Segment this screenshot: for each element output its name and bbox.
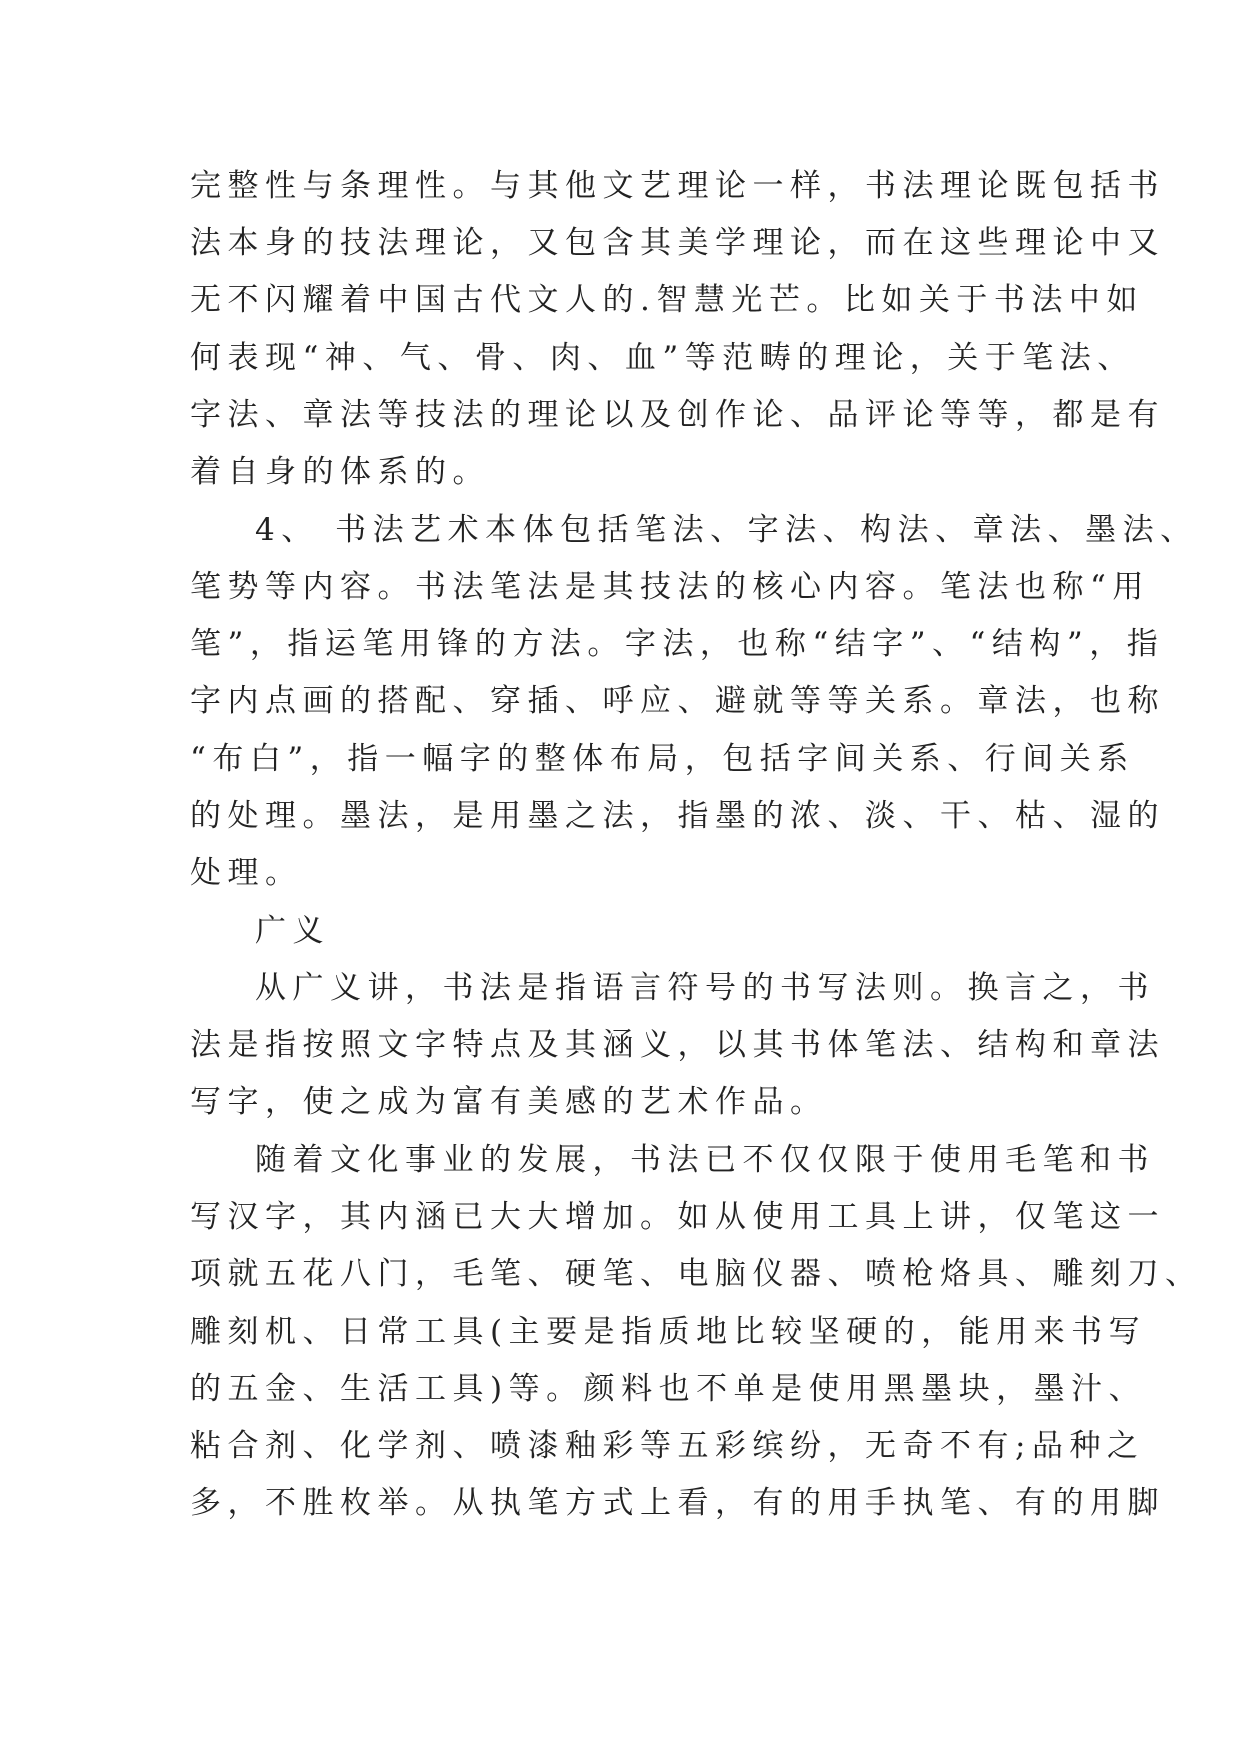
text-line: “布白”，指一幅字的整体布局，包括字间关系、行间关系 bbox=[190, 741, 1135, 777]
text-line: 无不闪耀着中国古代文人的.智慧光芒。比如关于书法中如 bbox=[190, 282, 1144, 318]
text-line: 写字，使之成为富有美感的艺术作品。 bbox=[190, 1084, 828, 1120]
text-line: 的五金、生活工具)等。颜料也不单是使用黑墨块，墨汁、 bbox=[190, 1371, 1147, 1407]
text-line: 法是指按照文字特点及其涵义，以其书体笔法、结构和章法 bbox=[190, 1027, 1165, 1063]
text-line: 的处理。墨法，是用墨之法，指墨的浓、淡、干、枯、湿的 bbox=[190, 798, 1165, 834]
text-line: 粘合剂、化学剂、喷漆釉彩等五彩缤纷，无奇不有;品种之 bbox=[190, 1428, 1145, 1464]
text-line: 多，不胜枚举。从执笔方式上看，有的用手执笔、有的用脚 bbox=[190, 1485, 1165, 1521]
text-line: 完整性与条理性。与其他文艺理论一样，书法理论既包括书 bbox=[190, 168, 1165, 204]
text-line: 字内点画的搭配、穿插、呼应、避就等等关系。章法，也称 bbox=[190, 683, 1165, 719]
text-line: 写汉字，其内涵已大大增加。如从使用工具上讲，仅笔这一 bbox=[190, 1199, 1165, 1235]
text-line: 何表现“神、气、骨、肉、血”等范畴的理论，关于笔法、 bbox=[190, 340, 1135, 376]
paragraph-first-line: 从广义讲，书法是指语言符号的书写法则。换言之，书 bbox=[255, 970, 1155, 1006]
text-line: 雕刻机、日常工具(主要是指质地比较坚硬的，能用来书写 bbox=[190, 1314, 1147, 1350]
paragraph-first-line: 随着文化事业的发展，书法已不仅仅限于使用毛笔和书 bbox=[255, 1142, 1155, 1178]
text-line: 笔”，指运笔用锋的方法。字法，也称“结字”、“结构”，指 bbox=[190, 626, 1165, 662]
text-line: 处理。 bbox=[190, 855, 303, 891]
section-heading: 广义 bbox=[255, 913, 330, 949]
text-line: 项就五花八门，毛笔、硬笔、电脑仪器、喷枪烙具、雕刻刀、 bbox=[190, 1256, 1203, 1292]
paragraph-first-line: 4、 书法艺术本体包括笔法、字法、构法、章法、墨法、 bbox=[255, 512, 1198, 548]
text-line: 字法、章法等技法的理论以及创作论、品评论等等，都是有 bbox=[190, 397, 1165, 433]
text-line: 着自身的体系的。 bbox=[190, 454, 490, 490]
text-line: 笔势等内容。书法笔法是其技法的核心内容。笔法也称“用 bbox=[190, 569, 1150, 605]
text-line: 法本身的技法理论，又包含其美学理论，而在这些理论中又 bbox=[190, 225, 1165, 261]
